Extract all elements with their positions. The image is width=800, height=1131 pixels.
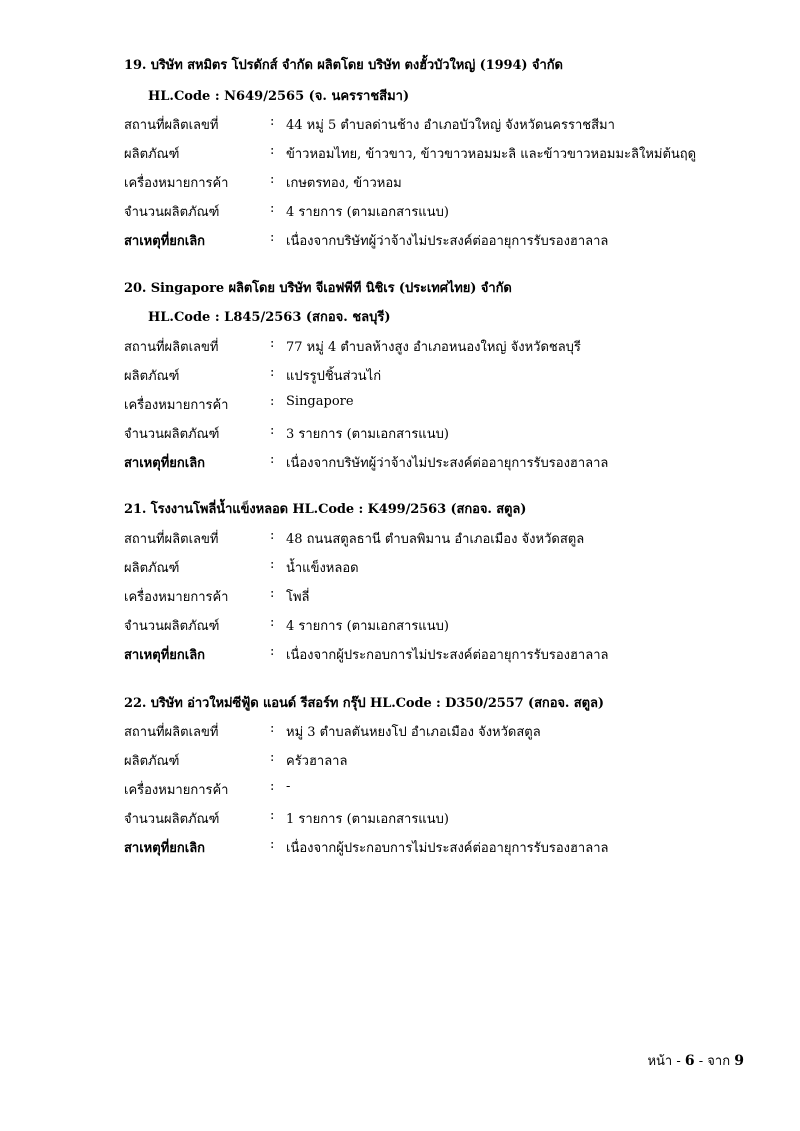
- row-label: ผลิตภัณฑ์: [124, 369, 180, 384]
- row-colon: :: [270, 172, 275, 187]
- row-colon: :: [270, 750, 275, 765]
- row-colon: :: [270, 557, 275, 572]
- row-value: เนื่องจากผู้ประกอบการไม่ประสงค์ต่ออายุการรับรองฮาลาล: [286, 841, 609, 856]
- row-colon: :: [270, 394, 275, 409]
- entry-hl-code: HL.Code : N649/2565 (จ. นครราชสีมา): [148, 89, 410, 104]
- row-label: จำนวนผลิตภัณฑ์: [124, 812, 220, 827]
- row-colon: :: [270, 230, 275, 245]
- row-cancel-reason: [0, 644, 800, 668]
- row-value: -: [286, 779, 291, 794]
- row-trademark: [0, 172, 800, 196]
- row-label: เครื่องหมายการค้า: [124, 176, 229, 191]
- row-product: [0, 557, 800, 581]
- row-location: [0, 721, 800, 745]
- row-value: Singapore: [286, 394, 354, 409]
- row-value: แปรรูปชิ้นส่วนไก่: [286, 369, 382, 384]
- row-cancel-reason: [0, 452, 800, 476]
- entry-hl-code: HL.Code : L845/2563 (สกอจ. ชลบุรี): [148, 310, 391, 325]
- row-cancel-reason: [0, 837, 800, 861]
- row-label: เครื่องหมายการค้า: [124, 783, 229, 798]
- row-product: [0, 365, 800, 389]
- row-label: สถานที่ผลิตเลขที่: [124, 725, 219, 740]
- row-value: 48 ถนนสตูลธานี ตำบลพิมาน อำเภอเมือง จังหวัดสตูล: [286, 532, 585, 547]
- row-label: เครื่องหมายการค้า: [124, 398, 229, 413]
- row-label: สาเหตุที่ยกเลิก: [124, 648, 206, 663]
- row-label: สาเหตุที่ยกเลิก: [124, 234, 206, 249]
- row-value: ข้าวหอมไทย, ข้าวขาว, ข้าวขาวหอมมะลิ และข้าวขาวหอมมะลิใหม่ต้นฤดู: [286, 147, 697, 162]
- row-colon: :: [270, 779, 275, 794]
- row-label: สถานที่ผลิตเลขที่: [124, 340, 219, 355]
- page-number: [647, 1050, 744, 1071]
- row-colon: :: [270, 721, 275, 736]
- page-number-middle: - จาก: [698, 1054, 731, 1069]
- row-cancel-reason: [0, 230, 800, 254]
- row-label: จำนวนผลิตภัณฑ์: [124, 205, 220, 220]
- row-trademark: [0, 779, 800, 803]
- row-label: เครื่องหมายการค้า: [124, 590, 229, 605]
- row-label: ผลิตภัณฑ์: [124, 754, 180, 769]
- row-product-count: [0, 423, 800, 447]
- row-value: ครัวฮาลาล: [286, 754, 348, 769]
- row-value: เกษตรทอง, ข้าวหอม: [286, 176, 402, 191]
- row-colon: :: [270, 644, 275, 659]
- row-location: [0, 528, 800, 552]
- row-product-count: [0, 201, 800, 225]
- row-colon: :: [270, 143, 275, 158]
- row-trademark: [0, 394, 800, 418]
- row-label: ผลิตภัณฑ์: [124, 561, 180, 576]
- entry-title: 19. บริษัท สหมิตร โปรดักส์ จำกัด ผลิตโดย บริษัท ตงฮั้วบัวใหญ่ (1994) จำกัด: [124, 58, 563, 73]
- row-location: [0, 336, 800, 360]
- row-value: 1 รายการ (ตามเอกสารแนบ): [286, 812, 449, 827]
- row-label: สาเหตุที่ยกเลิก: [124, 456, 206, 471]
- row-product: [0, 143, 800, 167]
- row-colon: :: [270, 615, 275, 630]
- row-colon: :: [270, 365, 275, 380]
- row-colon: :: [270, 336, 275, 351]
- row-label: สถานที่ผลิตเลขที่: [124, 532, 219, 547]
- page-number-prefix: หน้า -: [647, 1054, 681, 1069]
- row-colon: :: [270, 837, 275, 852]
- row-product-count: [0, 808, 800, 832]
- row-colon: :: [270, 808, 275, 823]
- row-colon: :: [270, 452, 275, 467]
- row-label: ผลิตภัณฑ์: [124, 147, 180, 162]
- row-value: 4 รายการ (ตามเอกสารแนบ): [286, 619, 449, 634]
- row-colon: :: [270, 423, 275, 438]
- row-colon: :: [270, 201, 275, 216]
- row-value: 4 รายการ (ตามเอกสารแนบ): [286, 205, 449, 220]
- row-product: [0, 750, 800, 774]
- row-value: 77 หมู่ 4 ตำบลห้างสูง อำเภอหนองใหญ่ จังหวัดชลบุรี: [286, 340, 581, 355]
- row-location: [0, 114, 800, 138]
- page-number-current: 6: [684, 1053, 695, 1069]
- entry-title: 22. บริษัท อ่าวใหม่ซีฟู้ด แอนด์ รีสอร์ท กรุ๊ป HL.Code : D350/2557 (สกอจ. สตูล): [124, 696, 604, 711]
- entry-title: 20. Singapore ผลิตโดย บริษัท จีเอฟพีที นิชิเร (ประเทศไทย) จำกัด: [124, 281, 512, 296]
- row-value: เนื่องจากผู้ประกอบการไม่ประสงค์ต่ออายุการรับรองฮาลาล: [286, 648, 609, 663]
- row-label: จำนวนผลิตภัณฑ์: [124, 427, 220, 442]
- row-value: หมู่ 3 ตำบลตันหยงโป อำเภอเมือง จังหวัดสตูล: [286, 725, 541, 740]
- row-trademark: [0, 586, 800, 610]
- row-value: โพลี่: [286, 590, 310, 605]
- entry-title: 21. โรงงานโพลี่น้ำแข็งหลอด HL.Code : K499/2563 (สกอจ. สตูล): [124, 502, 527, 517]
- row-value: เนื่องจากบริษัทผู้ว่าจ้างไม่ประสงค์ต่ออายุการรับรองฮาลาล: [286, 456, 609, 471]
- row-label: สถานที่ผลิตเลขที่: [124, 118, 219, 133]
- row-value: 3 รายการ (ตามเอกสารแนบ): [286, 427, 449, 442]
- row-colon: :: [270, 586, 275, 601]
- row-label: จำนวนผลิตภัณฑ์: [124, 619, 220, 634]
- row-product-count: [0, 615, 800, 639]
- row-colon: :: [270, 114, 275, 129]
- row-colon: :: [270, 528, 275, 543]
- page-number-total: 9: [734, 1053, 744, 1069]
- row-value: 44 หมู่ 5 ตำบลด่านช้าง อำเภอบัวใหญ่ จังหวัดนครราชสีมา: [286, 118, 615, 133]
- row-label: สาเหตุที่ยกเลิก: [124, 841, 206, 856]
- row-value: เนื่องจากบริษัทผู้ว่าจ้างไม่ประสงค์ต่ออายุการรับรองฮาลาล: [286, 234, 609, 249]
- row-value: น้ำแข็งหลอด: [286, 561, 359, 576]
